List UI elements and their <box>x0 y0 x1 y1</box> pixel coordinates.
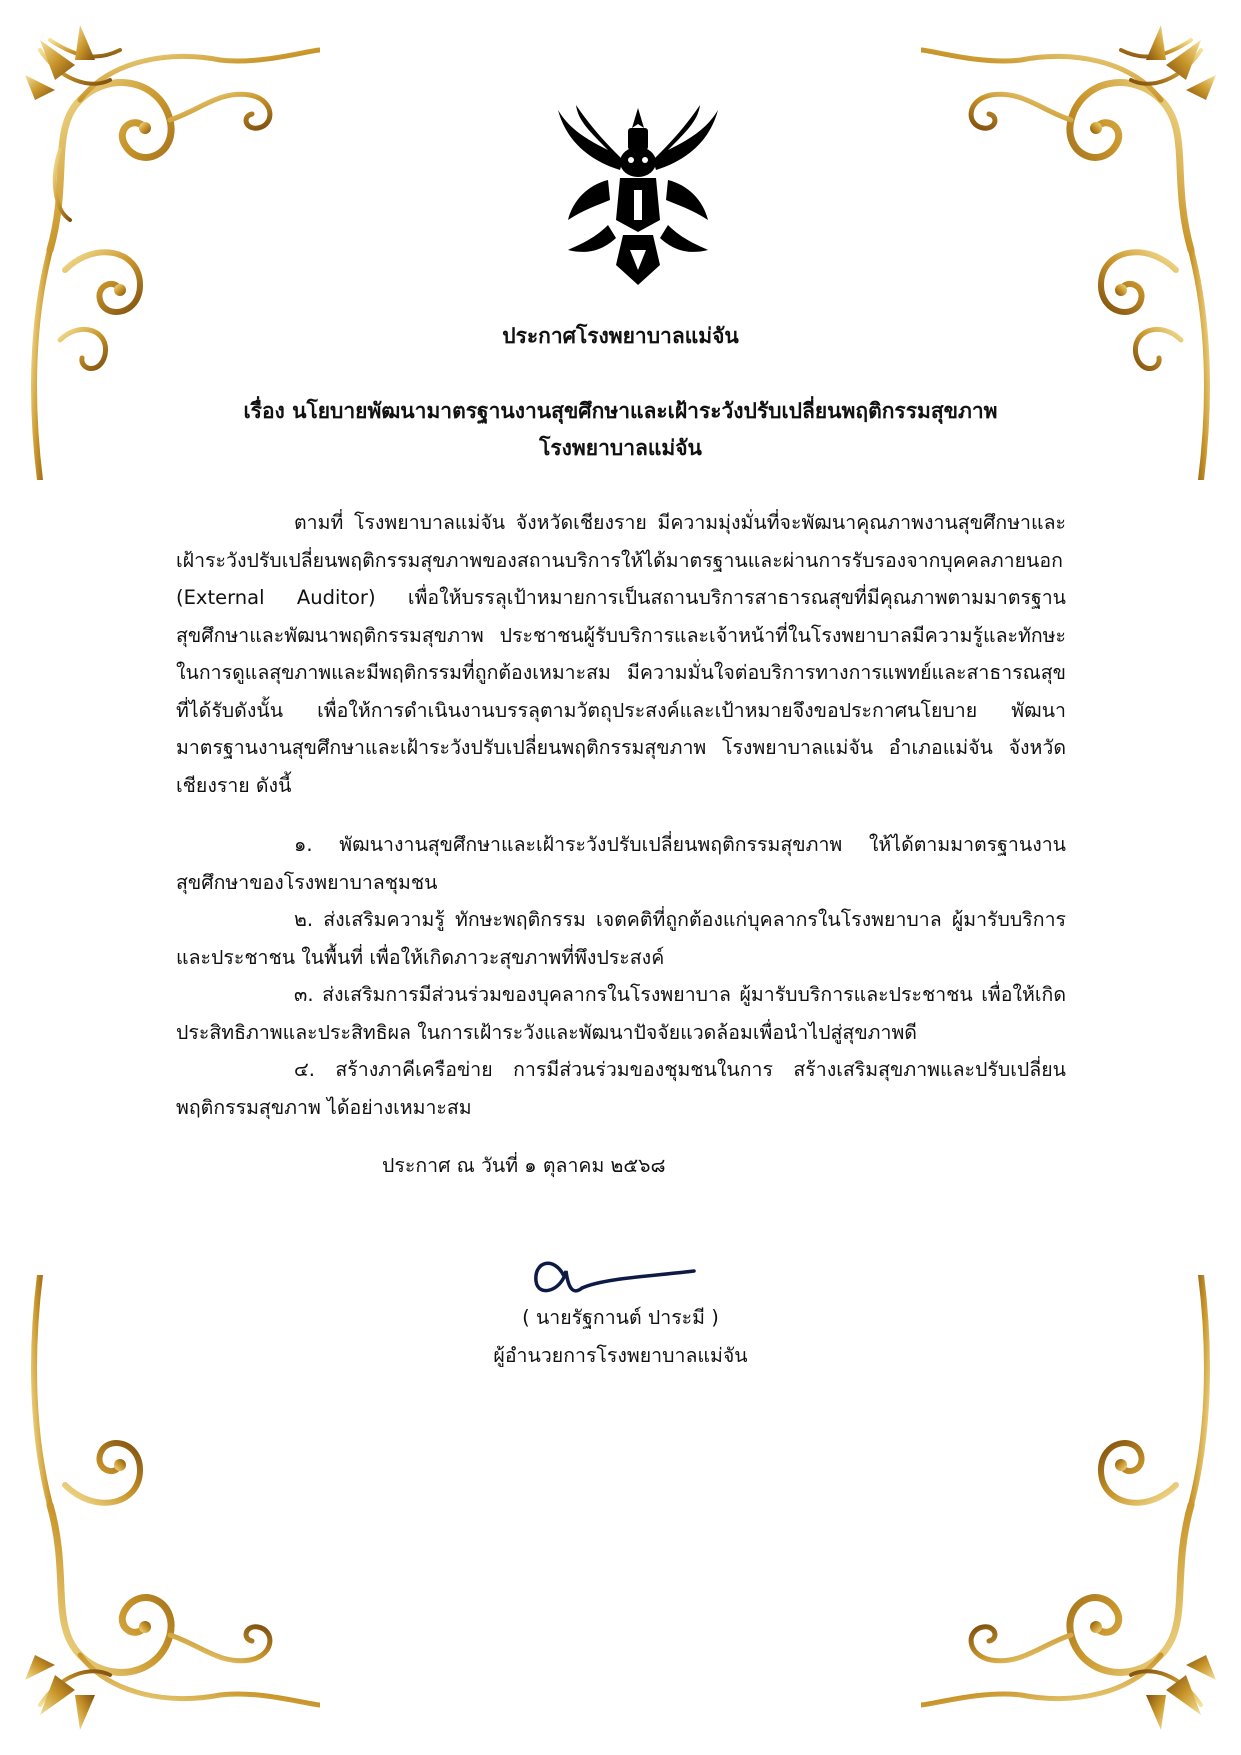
policy-list <box>176 826 1066 1126</box>
signer-name: ( นายรัฐกานต์ ปาระมี ) <box>522 1306 719 1329</box>
subject-title-hospital: โรงพยาบาลแม่จัน <box>539 436 702 460</box>
signer-position: ผู้อำนวยการโรงพยาบาลแม่จัน <box>493 1344 748 1367</box>
policy-item-1: ๑. พัฒนางานสุขศึกษาและเฝ้าระวังปรับเปลี่ยนพฤติกรรมสุขภาพ ให้ได้ตามมาตรฐานงานสุขศึกษาของโรงพยาบาลชุมชน <box>176 833 1066 894</box>
signature-icon <box>524 1236 704 1306</box>
intro-paragraph: ตามที่ โรงพยาบาลแม่จัน จังหวัดเชียงราย มีความมุ่งมั่นที่จะพัฒนาคุณภาพงานสุขศึกษาและเฝ้าระวังปรับเปลี่ยนพฤติกรรมสุขภาพของสถานบริการให้ได้มาตรฐานและผ่านการรับรองจากบุคคลภายนอก (External Auditor) เพื่อให้บรรลุเป้าหมายการเป็นสถานบริการสาธารณสุขที่มีคุณภาพตามมาตรฐานสุขศึกษาและพัฒนาพฤติกรรมสุขภาพ ประชาชนผู้รับบริการและเจ้าหน้าที่ในโรงพยาบาลมีความรู้และทักษะในการดูแลสุขภาพและมีพฤติกรรมที่ถูกต้องเหมาะสม มีความมั่นใจต่อบริการทางการแพทย์และสาธารณสุขที่ได้รับดังนั้น เพื่อให้การดำเนินงานบรรลุตามวัตถุประสงค์และเป้าหมายจึงขอประกาศนโยบาย พัฒนามาตรฐานงานสุขศึกษาและเฝ้าระวังปรับเปลี่ยนพฤติกรรมสุขภาพ โรงพยาบาลแม่จัน อำเภอแม่จัน จังหวัดเชียงราย ดังนี้ <box>176 511 1066 797</box>
announcement-date: ประกาศ ณ วันที่ ๑ ตุลาคม ๒๕๖๘ <box>382 1154 666 1177</box>
subject-title: เรื่อง นโยบายพัฒนามาตรฐานงานสุขศึกษาและเฝ้าระวังปรับเปลี่ยนพฤติกรรมสุขภาพ <box>243 399 998 423</box>
announcement-title: ประกาศโรงพยาบาลแม่จัน <box>502 324 739 348</box>
policy-item-4: ๔. สร้างภาคีเครือข่าย การมีส่วนร่วมของชุมชนในการ สร้างเสริมสุขภาพและปรับเปลี่ยนพฤติกรรมสุขภาพ ได้อย่างเหมาะสม <box>176 1058 1066 1119</box>
policy-item-2: ๒. ส่งเสริมความรู้ ทักษะพฤติกรรม เจตคติที่ถูกต้องแก่บุคลากรในโรงพยาบาล ผู้มารับบริการและประชาชน ในพื้นที่ เพื่อให้เกิดภาวะสุขภาพที่พึงประสงค์ <box>176 908 1066 969</box>
garuda-emblem-icon <box>548 100 728 290</box>
policy-item-3: ๓. ส่งเสริมการมีส่วนร่วมของบุคลากรในโรงพยาบาล ผู้มารับบริการและประชาชน เพื่อให้เกิดประสิทธิภาพและประสิทธิผล ในการเฝ้าระวังและพัฒนาปัจจัยแวดล้อมเพื่อนำไปสู่สุขภาพดี <box>176 983 1066 1044</box>
